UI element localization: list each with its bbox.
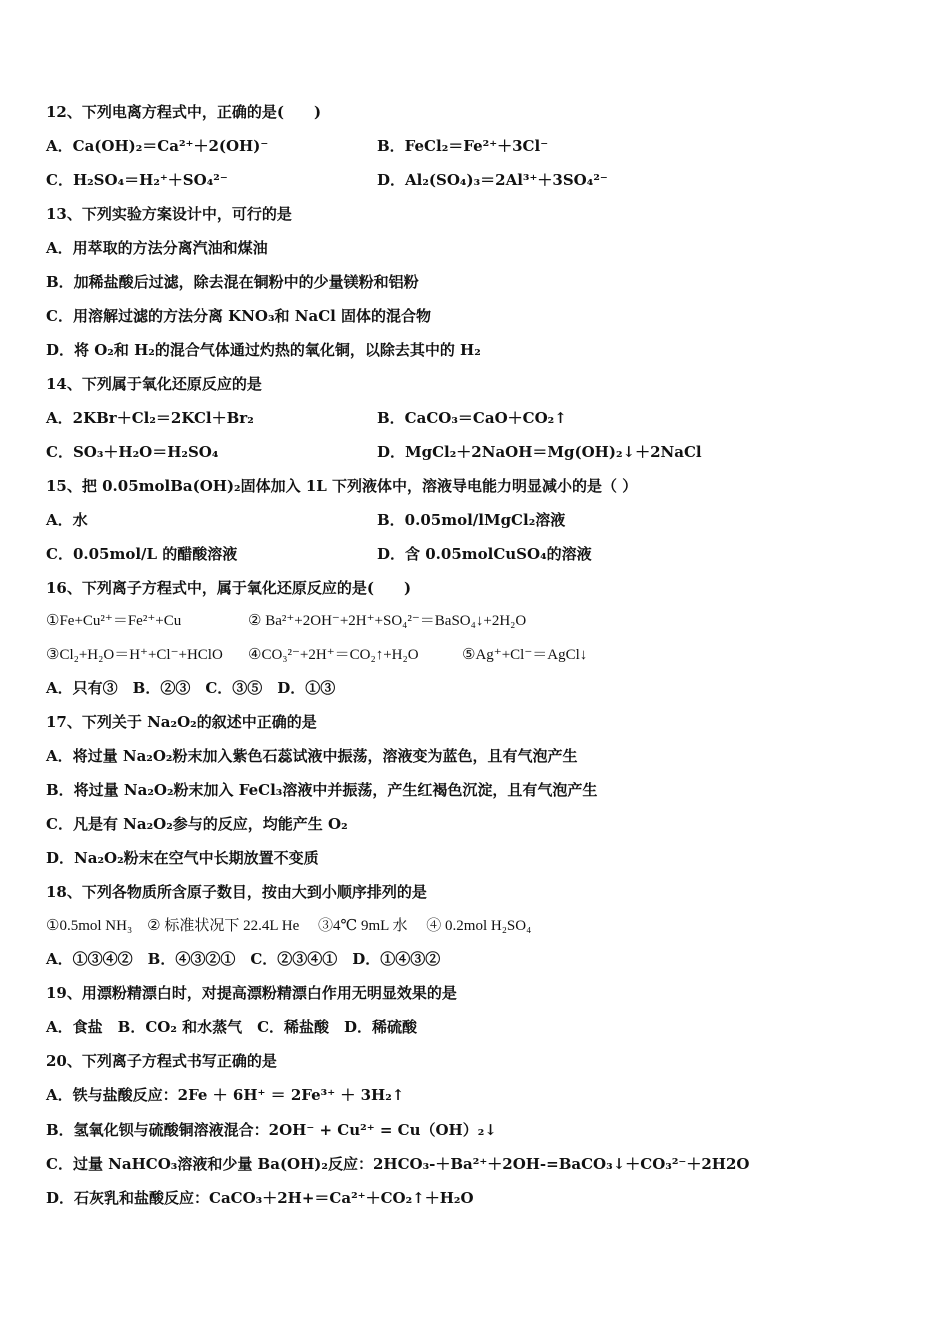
option-d: D．石灰乳和盐酸反应：CaCO₃＋2H+＝Ca²⁺＋CO₂↑＋H₂O <box>46 1189 474 1207</box>
option-a: A．2KBr＋Cl₂＝2KCl＋Br₂ <box>46 409 254 427</box>
equation-5: ⑤Ag⁺+Cl⁻＝AgCl↓ <box>462 647 588 663</box>
option-b: B．FeCl₂＝Fe²⁺＋3Cl⁻ <box>377 137 549 155</box>
question-stem: 18、下列各物质所含原子数目，按由大到小顺序排列的是 <box>46 883 427 901</box>
option-b: B．CaCO₃＝CaO＋CO₂↑ <box>377 409 567 427</box>
question-stem: 20、下列离子方程式书写正确的是 <box>46 1052 277 1070</box>
equation-3: ③Cl₂+H₂O＝H⁺+Cl⁻+HClO <box>46 647 223 663</box>
question-stem: 16、下列离子方程式中，属于氧化还原反应的是( ) <box>46 579 412 597</box>
option-b: B．0.05mol/lMgCl₂溶液 <box>377 511 566 529</box>
option-c: C．凡是有 Na₂O₂参与的反应，均能产生 O₂ <box>46 815 348 833</box>
question-stem: 12、下列电离方程式中，正确的是( ) <box>46 103 322 121</box>
option-a: A．用萃取的方法分离汽油和煤油 <box>46 239 268 257</box>
option-c: C．H₂SO₄＝H₂⁺＋SO₄²⁻ <box>46 171 228 189</box>
equation-2: ② Ba²⁺+2OH⁻+2H⁺+SO₄²⁻＝BaSO₄↓+2H₂O <box>248 613 527 629</box>
equation-1: ①Fe+Cu²⁺＝Fe²⁺+Cu <box>46 613 182 629</box>
option-b: B．加稀盐酸后过滤，除去混在铜粉中的少量镁粉和铝粉 <box>46 273 419 291</box>
question-stem: 19、用漂粉精漂白时，对提高漂粉精漂白作用无明显效果的是 <box>46 984 457 1002</box>
option-d: D．Al₂(SO₄)₃＝2Al³⁺＋3SO₄²⁻ <box>377 171 608 189</box>
question-stem: 13、下列实验方案设计中，可行的是 <box>46 205 292 223</box>
options: A．①③④② B．④③②① C．②③④① D．①④③② <box>46 950 441 968</box>
option-d: D．将 O₂和 H₂的混合气体通过灼热的氧化铜，以除去其中的 H₂ <box>46 341 481 359</box>
option-a: A．Ca(OH)₂＝Ca²⁺＋2(OH)⁻ <box>46 137 269 155</box>
option-c: C．0.05mol/L 的醋酸溶液 <box>46 545 238 563</box>
question-stem: 14、下列属于氧化还原反应的是 <box>46 375 262 393</box>
equation-4: ④CO₃²⁻+2H⁺＝CO₂↑+H₂O <box>248 647 419 663</box>
option-d: D．Na₂O₂粉末在空气中长期放置不变质 <box>46 849 319 867</box>
option-d: D．含 0.05molCuSO₄的溶液 <box>377 545 592 563</box>
option-b: B．将过量 Na₂O₂粉末加入 FeCl₃溶液中并振荡，产生红褐色沉淀，且有气泡产生 <box>46 781 598 799</box>
items: ①0.5mol NH₃ ② 标准状况下 22.4L He ③4℃ 9mL 水 ④ 0.2mol H₂SO₄ <box>46 918 532 934</box>
question-stem: 17、下列关于 Na₂O₂的叙述中正确的是 <box>46 713 317 731</box>
option-b: B．氢氧化钡与硫酸铜溶液混合：2OH⁻ + Cu²⁺ = Cu（OH）₂↓ <box>46 1121 497 1139</box>
options: A．食盐 B．CO₂ 和水蒸气 C．稀盐酸 D．稀硫酸 <box>46 1018 418 1036</box>
option-a: A．将过量 Na₂O₂粉末加入紫色石蕊试液中振荡，溶液变为蓝色，且有气泡产生 <box>46 747 578 765</box>
option-c: C．用溶解过滤的方法分离 KNO₃和 NaCl 固体的混合物 <box>46 307 432 325</box>
question-stem: 15、把 0.05molBa(OH)₂固体加入 1L 下列液体中，溶液导电能力明显减小的是（ ） <box>46 477 638 495</box>
option-c: C．SO₃＋H₂O＝H₂SO₄ <box>46 443 219 461</box>
options: A．只有③ B．②③ C．③⑤ D．①③ <box>46 679 336 697</box>
option-d: D．MgCl₂＋2NaOH＝Mg(OH)₂↓＋2NaCl <box>377 443 702 461</box>
option-a: A．铁与盐酸反应：2Fe ＋ 6H⁺ ＝ 2Fe³⁺ ＋ 3H₂↑ <box>46 1086 405 1104</box>
option-a: A．水 <box>46 511 88 529</box>
option-c: C．过量 NaHCO₃溶液和少量 Ba(OH)₂反应：2HCO₃-＋Ba²⁺＋2OH-=BaCO₃↓＋CO₃²⁻＋2H2O <box>46 1155 750 1173</box>
